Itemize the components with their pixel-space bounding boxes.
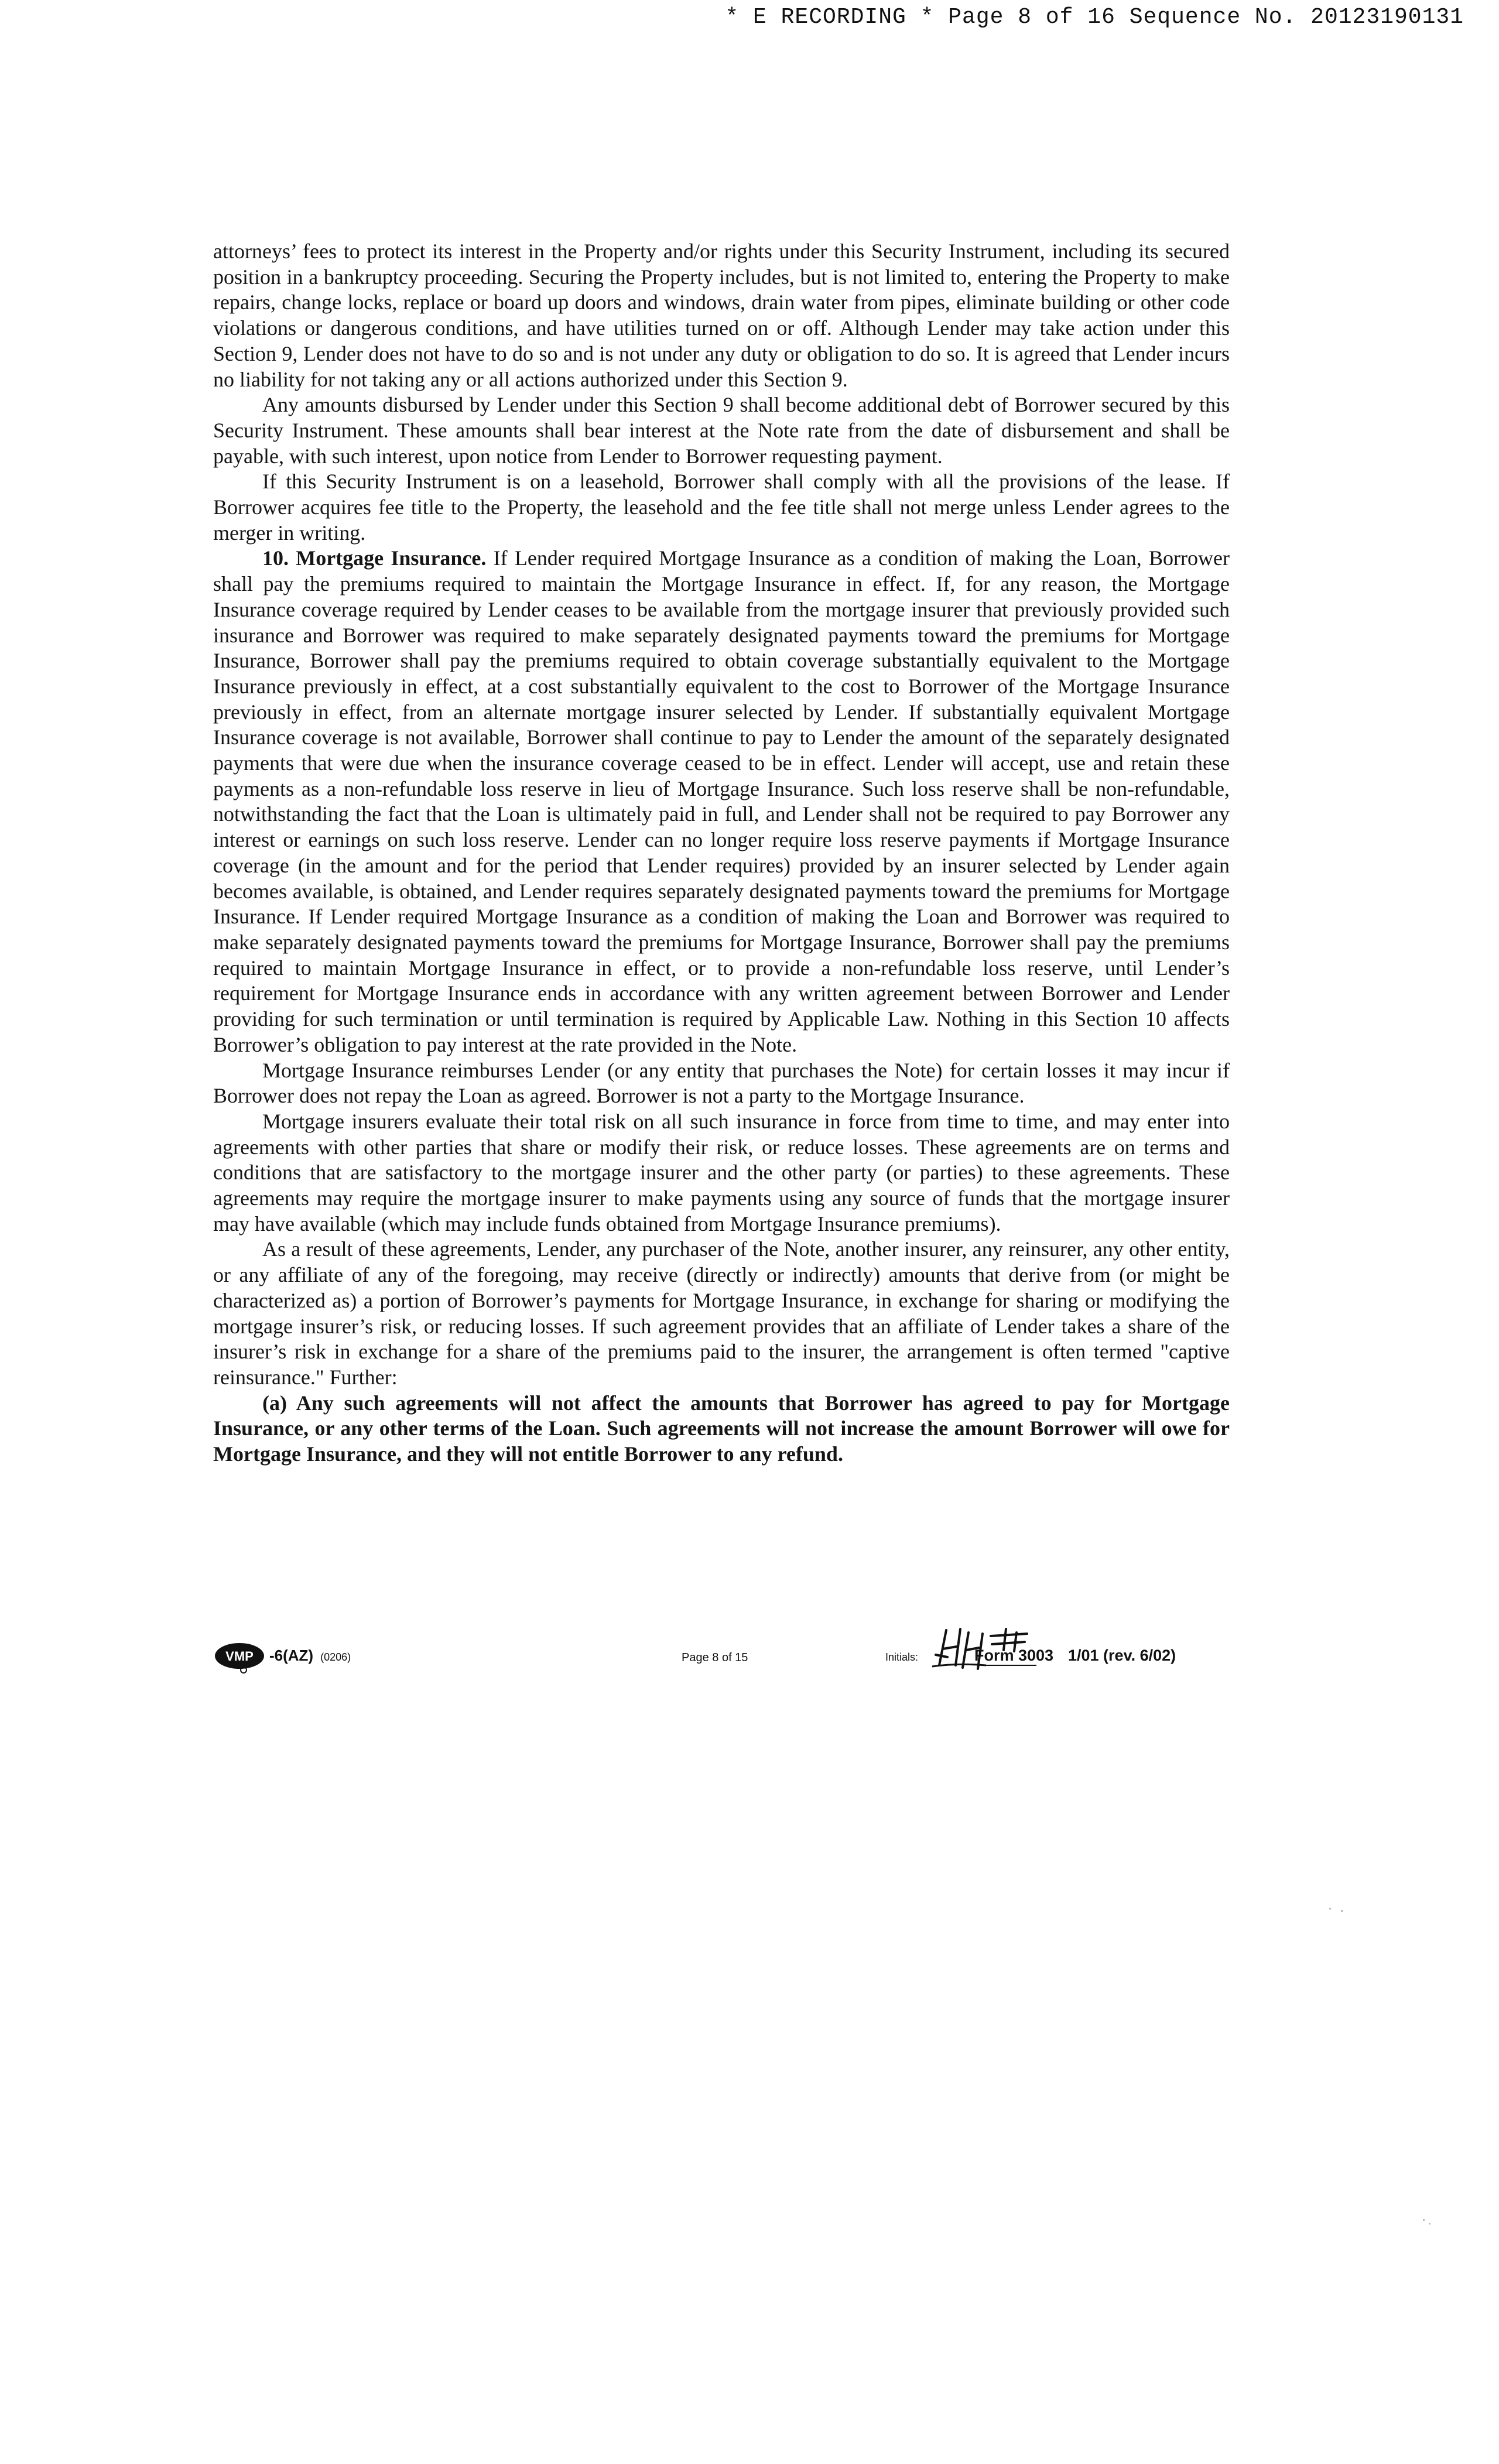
page-footer — [213, 1629, 1230, 1693]
form-code: -6(AZ) (0206) — [269, 1647, 351, 1664]
scan-speck — [1341, 1910, 1343, 1912]
section-10-text: If Lender required Mortgage Insurance as a condition of making the Loan, Borrower shall pay the premiums required to maintain the Mortgage Insurance in effect. If, for any reason, the Mortgage Insurance coverage required by Lender ceases to be available from the mortgage insurer that previously provided such insurance and Borrower was required to make separately designated payments toward the premiums for Mortgage Insurance, Borrower shall pay the premiums required to obtain coverage substantially equivalent to the Mortgage Insurance previously in effect, at a cost substantially equivalent to the cost to Borrower of the Mortgage Insurance previously in effect, from an alternate mortgage insurer selected by Lender. If substantially equivalent Mortgage Insurance coverage is not available, Borrower shall continue to pay to Lender the amount of the separately designated payments that were due when the insurance coverage ceased to be in effect. Lender will accept, use and retain these payments as a non-refundable loss reserve in lieu of Mortgage Insurance. Such loss reserve shall be non-refundable, notwithstanding the fact that the Loan is ultimately paid in full, and Lender shall not be required to pay Borrower any interest or earnings on such loss reserve. Lender can no longer require loss reserve payments if Mortgage Insurance coverage (in the amount and for the period that Lender requires) provided by an insurer selected by Lender again becomes available, is obtained, and Lender requires separately designated payments toward the premiums for Mortgage Insurance. If Lender required Mortgage Insurance as a condition of making the Loan and Borrower was required to make separately designated payments toward the premiums for Mortgage Insurance, Borrower shall pay the premiums required to maintain Mortgage Insurance in effect, or to provide a non-refundable loss reserve, until Lender’s requirement for Mortgage Insurance ends in accordance with any written agreement between Borrower and Lender providing for such termination or until termination is required by Applicable Law. Nothing in this Section 10 affects Borrower’s obligation to pay interest at the rate provided in the Note. — [213, 546, 1230, 1056]
paragraph-amounts-disbursed: Any amounts disbursed by Lender under this Section 9 shall become additional debt of Borrower secured by this Security Instrument. These amounts shall bear interest at the Note rate from the date of disbursement and shall be payable, with such interest, upon notice from Lender to Borrower requesting payment. — [213, 393, 1230, 468]
initials-label: Initials: — [885, 1651, 919, 1663]
scan-speck — [1429, 2223, 1430, 2225]
vmp-logo-icon — [213, 1641, 266, 1674]
paragraph-mortgage-insurers-evaluate: Mortgage insurers evaluate their total risk on all such insurance in force from time to time, and may enter into agreements with other parties that share or modify their risk, or reduce losses. These agreements are on terms and conditions that are satisfactory to the mortgage insurer and the other party (or parties) to these agreements. These agreements may require the mortgage insurer to make payments using any source of funds that the mortgage insurer may have available (which may include funds obtained from Mortgage Insurance premiums). — [213, 1109, 1230, 1236]
form-number: Form 3003 — [974, 1647, 1054, 1664]
paragraph-a-agreements: (a) Any such agreements will not affect the amounts that Borrower has agreed to pay for Mortgage Insurance, or any other terms of the Loan. Such agreements will not increase the amount Borrower will owe for Mortgage Insurance, and they will not entitle Borrower to any refund. — [213, 1391, 1230, 1466]
section-10-heading: 10. Mortgage Insurance. — [262, 546, 487, 570]
page-number: Page 8 of 15 — [682, 1651, 748, 1664]
paragraph-leasehold: If this Security Instrument is on a leasehold, Borrower shall comply with all the provisions of the lease. If Borrower acquires fee title to the Property, the leasehold and the fee title shall not merge unless Lender agrees to the merger in writing. — [213, 470, 1230, 545]
document-body — [213, 239, 1230, 1467]
scan-speck — [1423, 2219, 1425, 2221]
paragraph-reimburses-lender: Mortgage Insurance reimburses Lender (or any entity that purchases the Note) for certain losses it may incur if Borrower does not repay the Loan as agreed. Borrower is not a party to the Mortgage Insurance. — [213, 1058, 1230, 1108]
recording-header: * E RECORDING * Page 8 of 16 Sequence No. 20123190131 — [725, 5, 1464, 30]
paragraph-result-of-agreements: As a result of these agreements, Lender, any purchaser of the Note, another insurer, any reinsurer, any other entity, or any affiliate of any of the foregoing, may receive (directly or indirectly) amounts that derive from (or might be characterized as) a portion of Borrower’s payments for Mortgage Insurance, in exchange for sharing or modifying the mortgage insurer’s risk, or reducing losses. If such agreement provides that an affiliate of Lender takes a share of the insurer’s risk in exchange for a share of the premiums paid to the insurer, the arrangement is often termed "captive reinsurance." Further: — [213, 1237, 1230, 1389]
paragraph-attorneys-fees: attorneys’ fees to protect its interest in the Property and/or rights under this Security Instrument, including its secured position in a bankruptcy proceeding. Securing the Property includes, but is not limited to, entering the Property to make repairs, change locks, replace or board up doors and windows, drain water from pipes, eliminate building or other code violations or dangerous conditions, and have utilities turned on or off. Although Lender may take action under this Section 9, Lender does not have to do so and is not under any duty or obligation to do so. It is agreed that Lender incurs no liability for not taking any or all actions authorized under this Section 9. — [213, 239, 1230, 391]
svg-text:VMP: VMP — [225, 1649, 254, 1664]
form-revision-date: 1/01 (rev. 6/02) — [1068, 1647, 1176, 1664]
section-10-mortgage-insurance — [213, 546, 1230, 1058]
scan-speck — [1329, 1908, 1331, 1909]
